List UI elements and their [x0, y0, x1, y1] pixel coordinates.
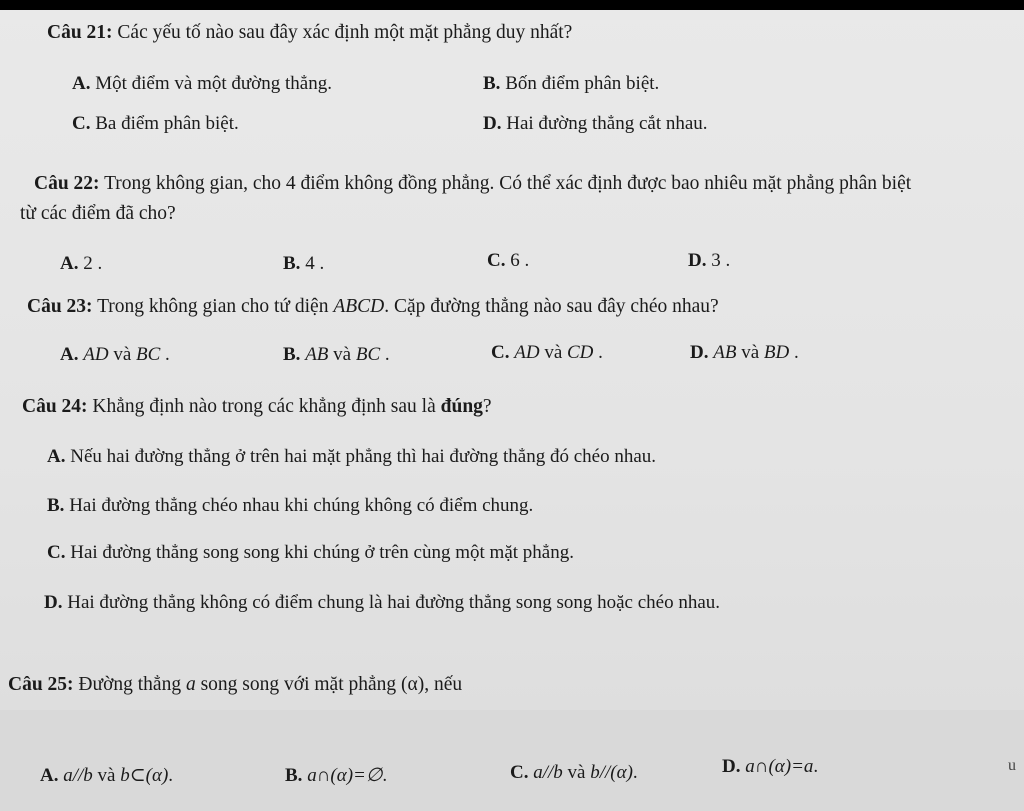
option-math: BC — [136, 344, 161, 365]
question-21 — [47, 22, 572, 44]
question-25-text-mid: song song với mặt phẳng — [195, 674, 402, 695]
option-key: C. — [510, 762, 529, 783]
option-key: C. — [47, 542, 66, 563]
question-23-math: ABCD — [333, 296, 385, 317]
question-23-label: Câu 23: — [27, 296, 93, 317]
question-21-label: Câu 21: — [47, 22, 113, 43]
option-key: C. — [487, 250, 506, 271]
q23-option-c[interactable] — [491, 342, 603, 364]
option-key: A. — [60, 344, 79, 365]
option-math: b⊂(α) — [120, 765, 169, 786]
q22-option-c[interactable] — [487, 250, 529, 272]
option-key: B. — [283, 253, 301, 274]
option-end: . — [160, 344, 170, 365]
option-text: 6 . — [505, 250, 530, 271]
question-25 — [8, 674, 462, 696]
option-text: Ba điểm phân biệt. — [90, 113, 239, 134]
option-key: B. — [283, 344, 301, 365]
q24-option-b[interactable] — [47, 495, 533, 517]
option-text: 4 . — [300, 253, 325, 274]
option-math: a∩(α)=a — [745, 756, 814, 777]
option-key: D. — [688, 250, 707, 271]
q25-option-c[interactable] — [510, 762, 638, 784]
question-25-plane: (α) — [401, 674, 425, 695]
option-text: 2 . — [78, 253, 103, 274]
option-key: A. — [47, 446, 66, 467]
q24-option-c[interactable] — [47, 542, 574, 564]
option-conj: và — [92, 765, 121, 786]
q23-option-d[interactable] — [690, 342, 799, 364]
option-key: A. — [40, 765, 59, 786]
question-25-text: Đường thẳng — [73, 674, 186, 695]
question-24-text: Khẳng định nào trong các khẳng định sau là — [87, 396, 441, 417]
option-math: AD — [514, 342, 540, 363]
option-text: Hai đường thẳng cắt nhau. — [501, 113, 708, 134]
question-21-text: Các yếu tố nào sau đây xác định một mặt phẳng duy nhất? — [112, 22, 573, 43]
cut-off-character: u — [1008, 757, 1016, 774]
option-key: A. — [60, 253, 79, 274]
question-24-emphasis: đúng — [440, 396, 483, 417]
option-key: D. — [483, 113, 502, 134]
option-conj: và — [736, 342, 764, 363]
q21-option-a[interactable] — [72, 73, 332, 95]
option-math: AB — [713, 342, 737, 363]
question-23-text-end: . Cặp đường thẳng nào sau đây chéo nhau? — [384, 296, 719, 317]
q24-option-a[interactable] — [47, 446, 656, 468]
question-25-variable: a — [185, 674, 196, 695]
option-math: a∩(α)=∅ — [307, 765, 383, 786]
option-text: Nếu hai đường thẳng ở trên hai mặt phẳng thì hai đường thẳng đó chéo nhau. — [65, 446, 657, 467]
option-key: B. — [285, 765, 303, 786]
option-end: . — [168, 765, 174, 786]
q21-option-d[interactable] — [483, 113, 708, 135]
option-text: Hai đường thẳng chéo nhau khi chúng không có điểm chung. — [64, 495, 534, 516]
question-22 — [34, 173, 911, 195]
question-22-line2 — [20, 203, 176, 225]
option-text: Hai đường thẳng song song khi chúng ở trên cùng một mặt phẳng. — [65, 542, 574, 563]
option-key: A. — [72, 73, 91, 94]
option-math: b//(α) — [590, 762, 633, 783]
q22-option-b[interactable] — [283, 253, 324, 275]
question-22-text-line2: từ các điểm đã cho? — [20, 203, 176, 224]
q25-option-b[interactable] — [285, 764, 387, 787]
question-24-end: ? — [482, 396, 492, 417]
option-math: AB — [305, 344, 329, 365]
option-end: . — [789, 342, 799, 363]
top-dark-edge — [0, 0, 1024, 10]
option-conj: và — [562, 762, 591, 783]
q21-option-c[interactable] — [72, 113, 239, 135]
option-math: CD — [567, 342, 594, 363]
q25-option-d[interactable] — [722, 756, 818, 778]
option-conj: và — [108, 344, 136, 365]
option-key: C. — [491, 342, 510, 363]
q21-option-b[interactable] — [483, 73, 659, 95]
option-key: B. — [47, 495, 65, 516]
question-25-label: Câu 25: — [8, 674, 74, 695]
option-end: . — [632, 762, 638, 783]
option-key: D. — [690, 342, 709, 363]
option-conj: và — [539, 342, 567, 363]
q22-option-d[interactable] — [688, 250, 730, 272]
question-23 — [27, 296, 719, 318]
question-24-label: Câu 24: — [22, 396, 88, 417]
option-key: C. — [72, 113, 91, 134]
option-text: 3 . — [706, 250, 731, 271]
option-conj: và — [328, 344, 356, 365]
option-end: . — [380, 344, 390, 365]
question-23-text: Trong không gian cho tứ diện — [92, 296, 334, 317]
option-math: a//b — [63, 765, 93, 786]
option-text: Một điểm và một đường thẳng. — [90, 73, 332, 94]
question-22-text-line1: Trong không gian, cho 4 điểm không đồng phẳng. Có thể xác định được bao nhiêu mặt phẳng phân biệt — [99, 173, 912, 194]
question-22-label: Câu 22: — [34, 173, 100, 194]
option-end: . — [382, 765, 388, 786]
question-24 — [22, 396, 492, 418]
option-key: B. — [483, 73, 501, 94]
option-text: Hai đường thẳng không có điểm chung là hai đường thẳng song song hoặc chéo nhau. — [62, 592, 721, 613]
option-math: a//b — [533, 762, 563, 783]
option-key: D. — [722, 756, 741, 777]
option-key: D. — [44, 592, 63, 613]
q23-option-a[interactable] — [60, 344, 170, 366]
option-math: AD — [83, 344, 109, 365]
option-math: BC — [355, 344, 381, 365]
option-math: BD — [763, 342, 790, 363]
q24-option-d[interactable] — [44, 592, 720, 614]
option-text: Bốn điểm phân biệt. — [500, 73, 660, 94]
question-25-text-end: , nếu — [424, 674, 463, 695]
option-end: . — [593, 342, 603, 363]
q22-option-a[interactable] — [60, 253, 102, 275]
q25-option-a[interactable] — [40, 764, 173, 787]
option-end: . — [813, 756, 819, 777]
q23-option-b[interactable] — [283, 344, 390, 366]
bottom-shaded-band — [0, 710, 1024, 811]
